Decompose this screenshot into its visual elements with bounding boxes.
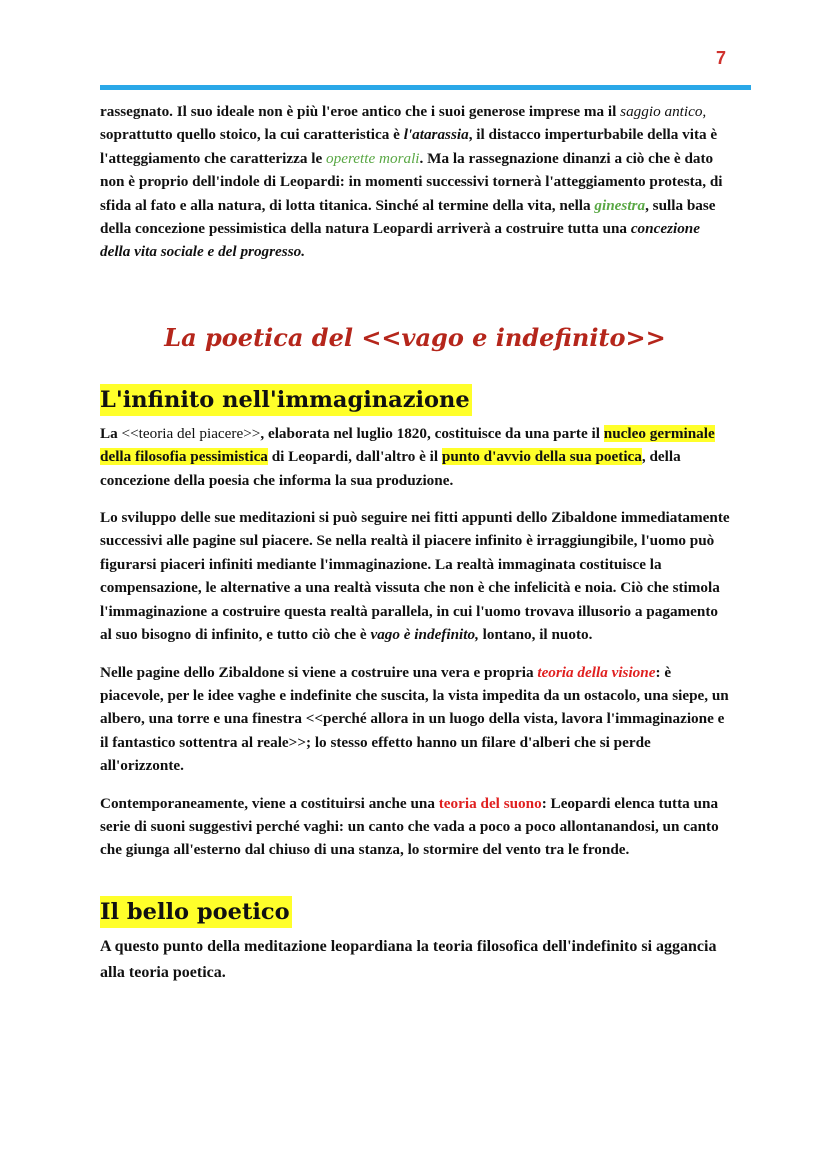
intro-italic-saggio: saggio antico, — [620, 103, 707, 120]
intro-text-4: . Ma la rassegnazione dinanzi a ciò che è dato non è proprio dell'indole di Leopardi: in momenti successivi tornerà l'atteggiamento protesta, di sfida al fato e alla natura, di lotta titanica. Sinché al termine della vita, nella — [100, 149, 723, 214]
intro-operette-morali: operette morali — [326, 149, 420, 167]
p2-text-2: lontano, il nuoto. — [478, 626, 593, 644]
p1-highlight-punto: punto d'avvio della sua poetica — [441, 448, 642, 466]
p3-teoria-visione: teoria della visione — [537, 663, 656, 681]
p3-text-2: : è piacevole, per le idee vaghe e indefinite che suscita, la vista impedita da un ostacolo, una siepe, un albero, una torre e una finestra <<perché allora in un luogo della vista, lavora l'immaginazione e il fantastico sottentra al reale>>; lo stesso effetto hanno un filare d'alberi che si perde all'orizzonte. — [100, 663, 729, 775]
heading-1-wrap — [100, 384, 730, 416]
paragraph-bello-poetico: A questo punto della meditazione leopardiana la teoria filosofica dell'indefinito si aggancia alla teoria poetica. — [100, 937, 717, 981]
heading-infinito: L'infinito nell'immaginazione — [100, 384, 472, 416]
intro-italic-atarassia: l'atarassia — [403, 126, 469, 144]
p2-italic-vago: vago è indefinito, — [370, 626, 479, 644]
paragraph-suono — [100, 792, 730, 862]
p4-text-2: : Leopardi elenca tutta una serie di suoni suggestivi perché vaghi: un canto che vada a poco a poco allontanandosi, un canto che giunga all'esterno dal chiuso di una stanza, lo stormire del vento tra le fronde. — [100, 794, 719, 859]
intro-text-3: , il distacco imperturbabile della vita è l'atteggiamento che caratterizza le — [100, 126, 718, 167]
p2-text-1: Lo sviluppo delle sue meditazioni si può seguire nei fitti appunti dello Zibaldone immediatamente successivi alle pagine sul piacere. Se nella realtà il piacere infinito è irraggiungibile, l'uomo può figurarsi piaceri infiniti mediante l'immaginazione. La realtà immaginata costituisce la compensazione, le alternative a una realtà vissuta che non è che infelicità e noia. Ciò che stimola l'immaginazione a costruire questa realtà parallela, in cui l'uomo trovava illusorio a pagamento al suo bisogno di infinito, e tutto ciò che è — [100, 509, 730, 644]
intro-text-5: , sulla base della concezione pessimistica della natura Leopardi arriverà a costruire tutta una — [100, 196, 716, 238]
p1-text-4: , della concezione della poesia che informa la sua produzione. — [100, 448, 681, 489]
paragraph-teoria-piacere — [100, 422, 730, 492]
heading-bello-poetico: Il bello poetico — [100, 896, 292, 928]
page-number: 7 — [715, 48, 726, 68]
document-body — [100, 100, 730, 986]
heading-2-wrap — [100, 896, 730, 928]
intro-italic-concezione: concezione della vita sociale e del progresso. — [100, 220, 700, 261]
p1-highlight-nucleo: nucleo germinale della filosofia pessimistica — [100, 424, 715, 466]
p1-text-3: di Leopardi, dall'altro è il — [267, 448, 442, 466]
p3-text-1: Nelle pagine dello Zibaldone si viene a costruire una vera e propria — [100, 663, 538, 681]
header-rule — [100, 85, 751, 90]
paragraph-zibaldone — [100, 506, 730, 646]
section-title: La poetica del <<vago e indefinito>> — [164, 322, 666, 352]
paragraph-visione — [100, 661, 730, 778]
p1-text-2: , elaborata nel luglio 1820, costituisce da una parte il — [260, 424, 604, 442]
intro-paragraph — [100, 100, 730, 264]
intro-text-1: rassegnato. Il suo ideale non è più l'eroe antico che i suoi generose imprese ma il — [100, 103, 621, 120]
p1-text-1: La — [100, 424, 122, 442]
intro-ginestra: ginestra — [594, 196, 646, 214]
intro-text-2: soprattutto quello stoico, la cui caratteristica è — [100, 126, 404, 144]
p1-teoria-piacere: <<teoria del piacere>> — [121, 424, 261, 442]
p4-teoria-suono: teoria del suono — [438, 794, 542, 812]
p4-text-1: Contemporaneamente, viene a costituirsi anche una — [100, 794, 439, 812]
